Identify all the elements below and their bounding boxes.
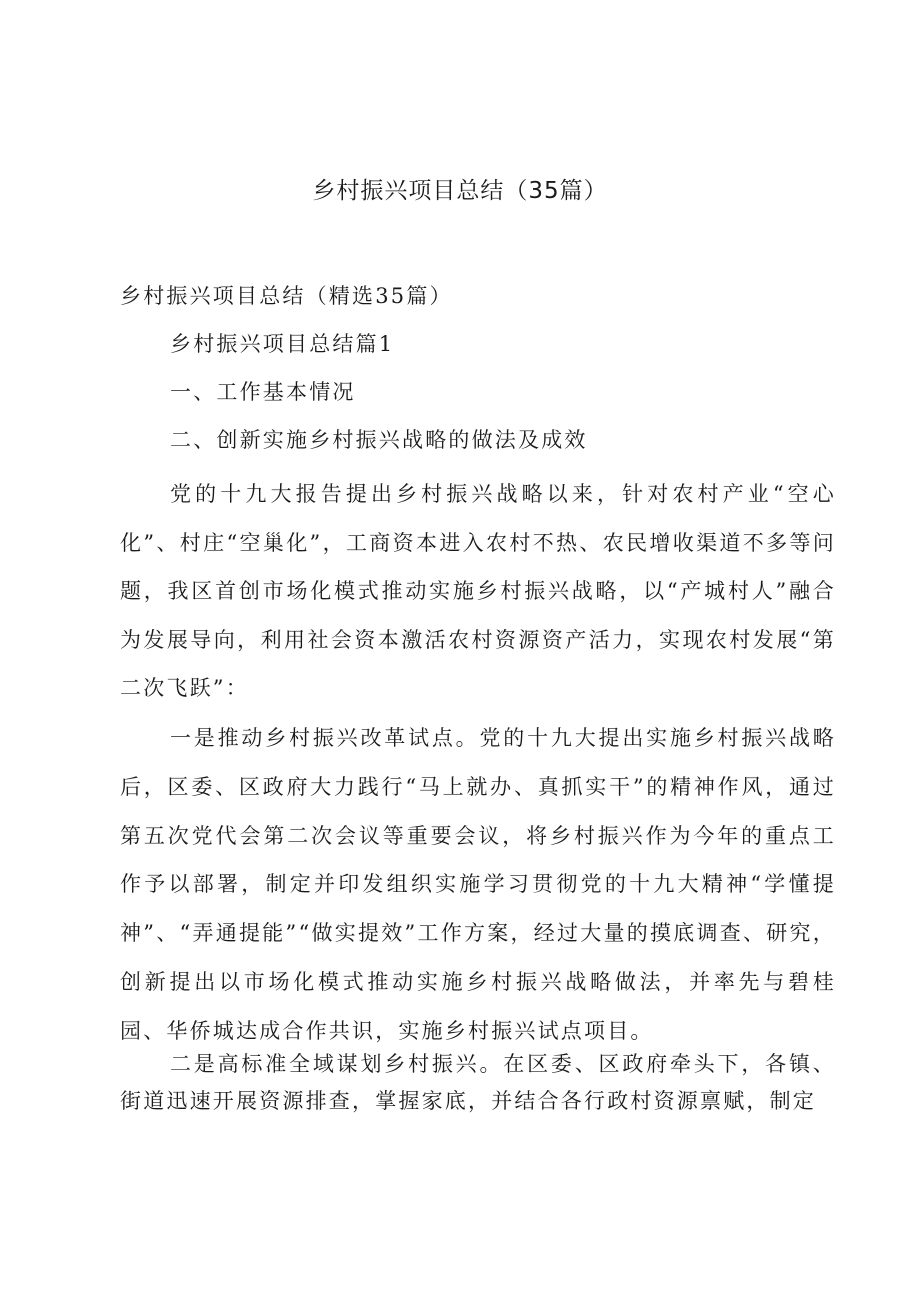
paragraph-intro: 党的十九大报告提出乡村振兴战略以来，针对农村产业“空心化”、村庄“空巢化”，工商资本进入农村不热、农民增收渠道不多等问题，我区首创市场化模式推动实施乡村振兴战略，以“产城村人”融合为发展导向，利用社会资本激活农村资源资产活力，实现农村发展“第二次飞跃”： [120, 482, 836, 700]
document-subtitle: 乡村振兴项目总结（精选35篇） [120, 284, 453, 308]
paragraph-reform-pilot: 一是推动乡村振兴改革试点。党的十九大提出实施乡村振兴战略后，区委、区政府大力践行“马上就办、真抓实干”的精神作风，通过第五次党代会第二次会议等重要会议，将乡村振兴作为今年的重点工作予以部署，制定并印发组织实施学习贯彻党的十九大精神“学懂提神”、“弄通提能”“做实提效”工作方案，经过大量的摸底调查、研究，创新提出以市场化模式推动实施乡村振兴战略做法，并率先与碧桂园、华侨城达成合作共识，实施乡村振兴试点项目。 [120, 726, 836, 1043]
section-heading: 乡村振兴项目总结篇1 [170, 332, 395, 356]
paragraph-planning: 二是高标准全域谋划乡村振兴。在区委、区政府牵头下，各镇、街道迅速开展资源排查，掌握家底，并结合各行政村资源禀赋，制定 [120, 1052, 836, 1113]
heading-innovation-practice: 二、创新实施乡村振兴战略的做法及成效 [170, 428, 588, 452]
document-title: 乡村振兴项目总结（35篇） [312, 178, 608, 204]
heading-work-overview: 一、工作基本情况 [170, 380, 356, 404]
